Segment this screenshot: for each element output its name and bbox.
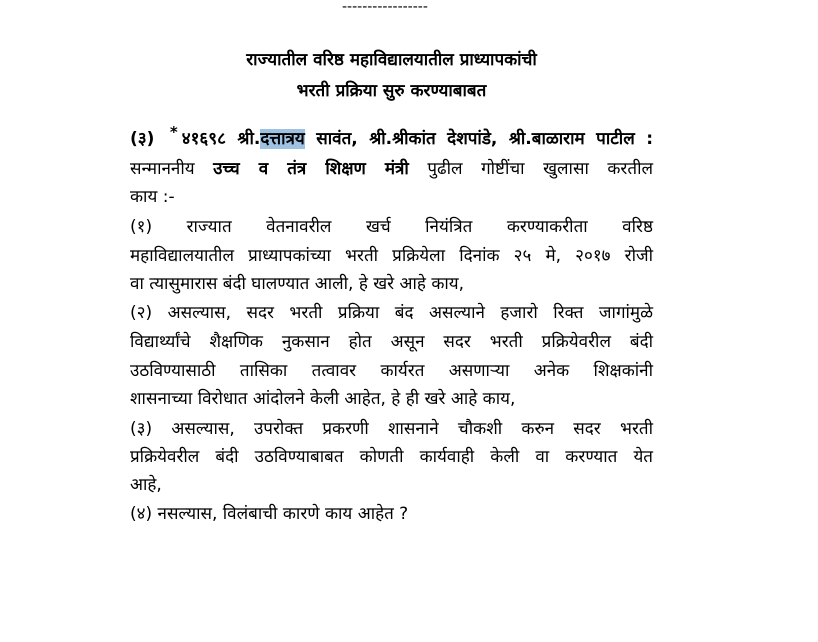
selected-text[interactable]: दत्तात्रय bbox=[260, 129, 305, 149]
item-3-line-1: (३) असल्यास, उपरोक्त प्रकरणी शासनाने चौकशी करुन सदर भरती bbox=[130, 419, 653, 439]
question-number: (३) bbox=[130, 129, 155, 149]
question-intro-line bbox=[130, 158, 653, 180]
member-names: सावंत, श्री.श्रीकांत देशपांडे, श्री.बाळाराम पाटील : bbox=[316, 129, 654, 149]
item-1-line-3: वा त्यासुमारास बंदी घालण्यात आली, हे खरे आहे काय, bbox=[130, 274, 465, 294]
item-4-line-1: (४) नसल्यास, विलंबाची कारणे काय आहेत ? bbox=[130, 504, 409, 524]
document-title-line-2: भरती प्रक्रिया सुरु करण्याबाबत bbox=[296, 81, 487, 101]
item-2-line-3: उठविण्यासाठी तासिका तत्वावर कार्यरत असणाऱ्या अनेक शिक्षकांनी bbox=[130, 361, 653, 381]
item-2-line-1: (२) असल्यास, सदर भरती प्रक्रिया बंद असल्याने हजारो रिक्त जागांमुळे bbox=[130, 303, 653, 323]
minister-name: उच्च व तंत्र शिक्षण मंत्री bbox=[213, 159, 409, 179]
item-1-line-2: महाविद्यालयातील प्राध्यापकांच्या भरती प्रक्रियेला दिनांक २५ मे, २०१७ रोजी bbox=[130, 246, 653, 266]
starred-marker: * bbox=[169, 123, 178, 141]
item-2-line-2: विद्यार्थ्यांचे शैक्षणिक नुकसान होत असून सदर भरती प्रक्रियेवरील बंदी bbox=[130, 332, 653, 352]
intro-text: पुढील गोष्टींचा खुलासा करतील bbox=[427, 159, 654, 179]
item-3-line-3: आहे, bbox=[130, 475, 162, 495]
question-intro-end: काय :- bbox=[130, 187, 175, 207]
question-heading bbox=[130, 123, 654, 150]
item-1-line-1: (१) राज्यात वेतनावरील खर्च नियंत्रित करण्याकरीता वरिष्ठ bbox=[130, 217, 653, 237]
item-3-line-2: प्रक्रियेवरील बंदी उठविण्याबाबत कोणती कार्यवाही केली वा करण्यात येत bbox=[130, 447, 653, 467]
question-id: ४१६९८ bbox=[181, 129, 226, 149]
intro-honorific: सन्माननीय bbox=[130, 159, 195, 179]
item-2-line-4: शासनाच्या विरोधात आंदोलने केली आहेत, हे ही खरे आहे काय, bbox=[130, 389, 516, 409]
document-title-line-1: राज्यातील वरिष्ठ महाविद्यालयातील प्राध्यापकांची bbox=[246, 50, 537, 70]
top-separator: ----------------- bbox=[342, 0, 428, 15]
member-prefix: श्री. bbox=[237, 129, 261, 149]
